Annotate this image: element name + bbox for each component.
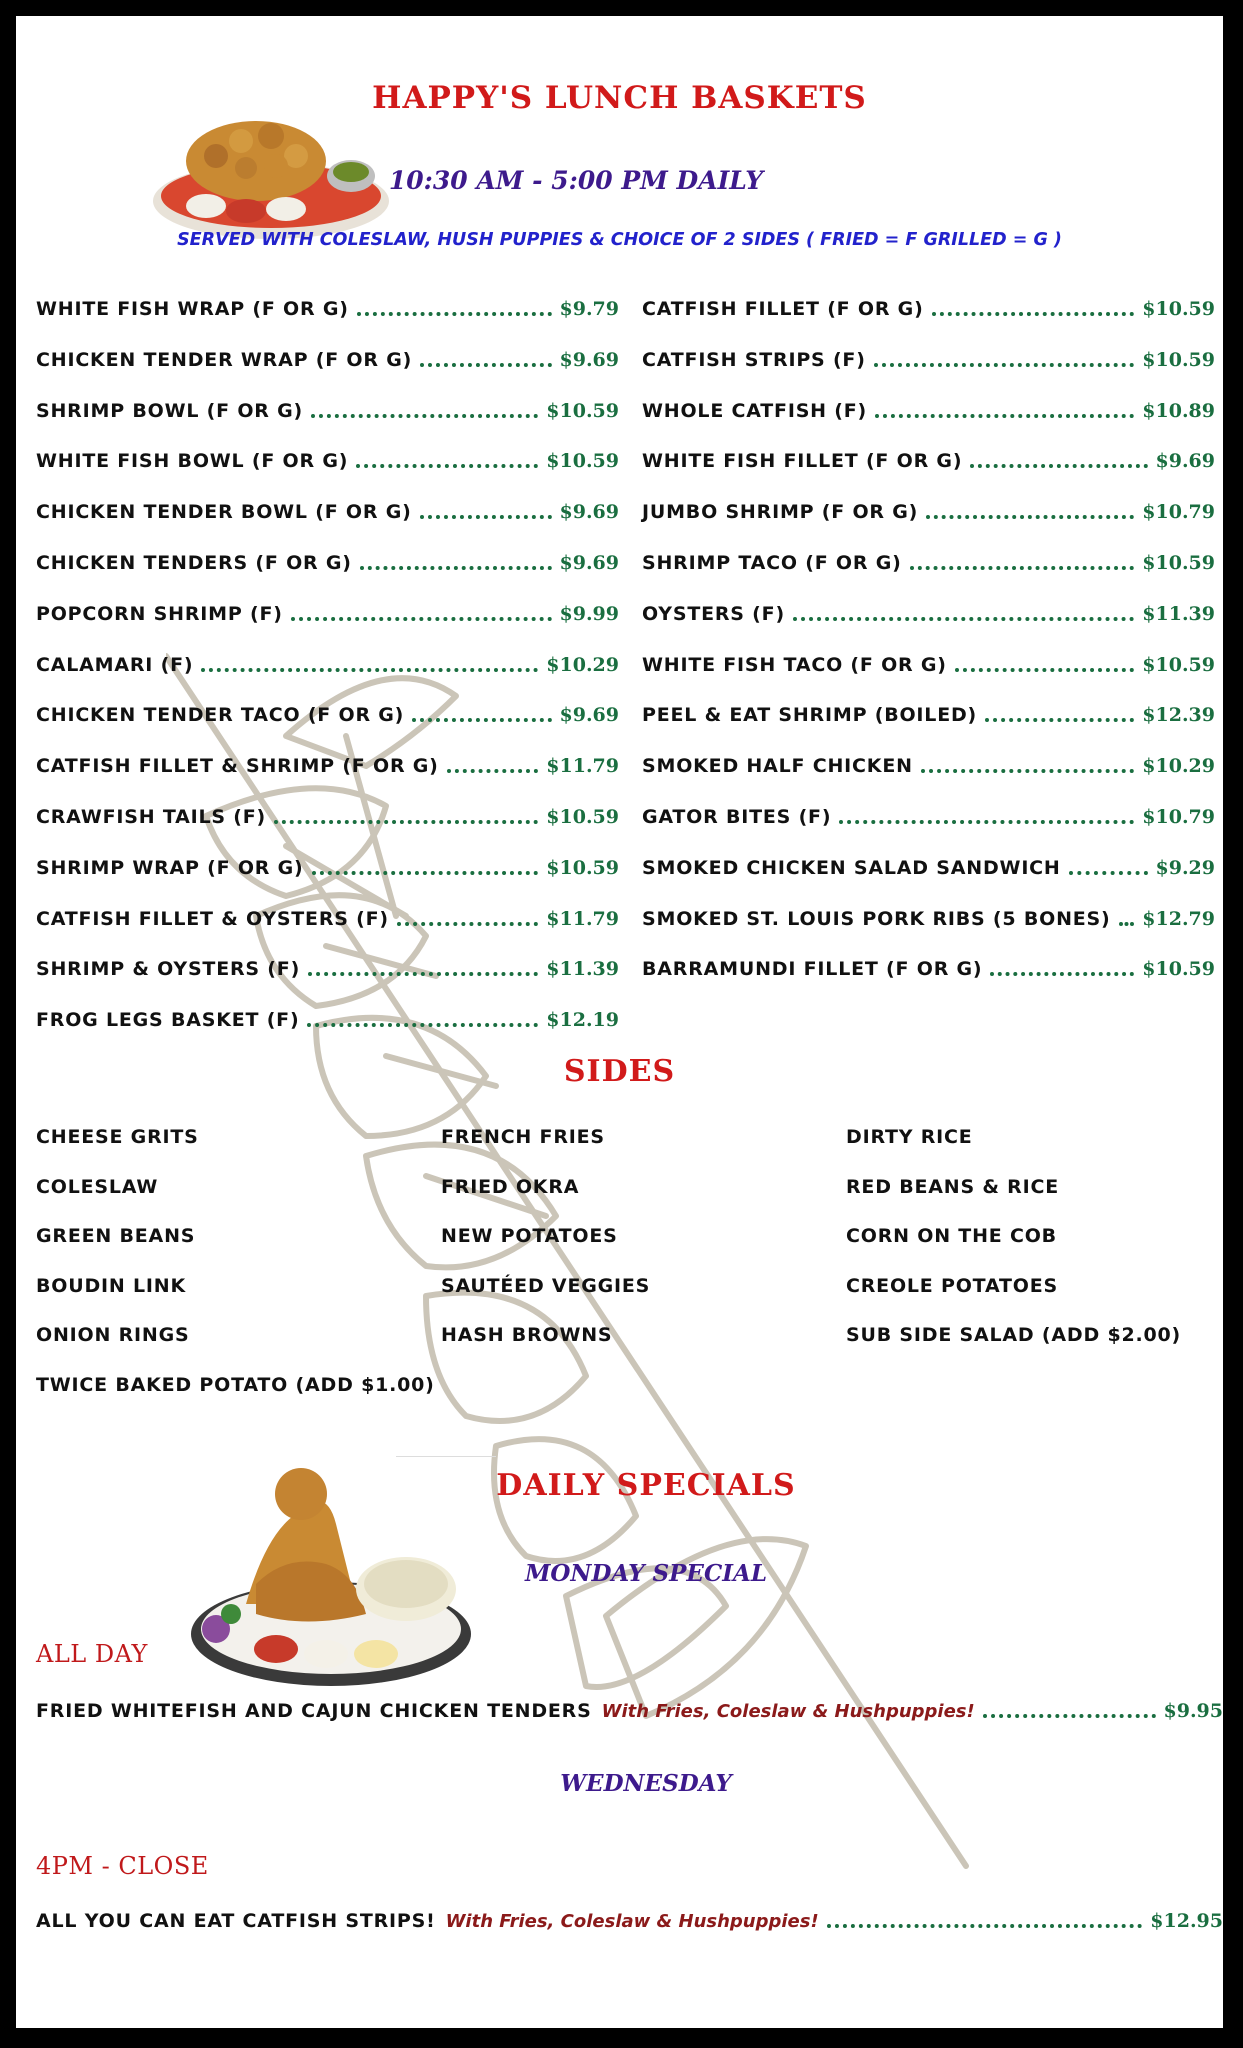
menu-item-price: $10.59	[546, 806, 619, 828]
wednesday-special-item: ALL YOU CAN EAT CATFISH STRIPS!	[36, 1910, 436, 1932]
side-item: CHEESE GRITS	[36, 1126, 199, 1148]
menu-item-name: SMOKED HALF CHICKEN	[642, 755, 913, 778]
menu-item-price: $9.69	[559, 501, 619, 524]
menu-item-row	[642, 650, 1215, 680]
menu-item-price: $12.39	[1142, 704, 1215, 727]
dot-leader	[1069, 871, 1148, 875]
menu-item-name: SHRIMP & OYSTERS (F)	[36, 958, 301, 981]
dot-leader	[983, 1714, 1156, 1718]
menu-item-price: $9.79	[559, 298, 619, 320]
side-item: CREOLE POTATOES	[846, 1274, 1058, 1297]
side-item: ONION RINGS	[36, 1324, 190, 1346]
menu-item-price: $9.69	[559, 704, 619, 727]
dot-leader	[308, 972, 538, 976]
monday-special-price: $9.95	[1163, 1700, 1223, 1722]
menu-item-row	[36, 802, 619, 832]
menu-item-row	[36, 700, 619, 730]
dot-leader	[420, 515, 552, 519]
menu-item-name: CHICKEN TENDER BOWL (F OR G)	[36, 501, 412, 524]
side-item: RED BEANS & RICE	[846, 1175, 1059, 1198]
page-title: HAPPY'S LUNCH BASKETS	[372, 80, 867, 116]
menu-item-price: $10.79	[1142, 501, 1215, 524]
menu-item-name: WHOLE CATFISH (F)	[642, 399, 868, 422]
menu-item-name: CHICKEN TENDERS (F OR G)	[36, 552, 352, 574]
side-item: FRIED OKRA	[441, 1175, 580, 1198]
dot-leader	[970, 464, 1147, 468]
menu-item-row	[36, 446, 619, 476]
side-item: FRENCH FRIES	[441, 1126, 605, 1148]
menu-item-name: FROG LEGS BASKET (F)	[36, 1009, 300, 1032]
menu-item-name: WHITE FISH TACO (F OR G)	[642, 653, 947, 676]
dot-leader	[955, 668, 1134, 672]
menu-item-row	[642, 446, 1215, 476]
dot-leader	[985, 718, 1134, 722]
side-item: TWICE BAKED POTATO (ADD $1.00)	[36, 1373, 435, 1396]
menu-item-row	[36, 954, 619, 984]
side-item: BOUDIN LINK	[36, 1274, 187, 1297]
dot-leader	[274, 820, 538, 824]
dot-leader	[311, 414, 538, 418]
served-with-note: SERVED WITH COLESLAW, HUSH PUPPIES & CHOICE OF 2 SIDES ( FRIED = F GRILLED = G )	[177, 230, 1062, 250]
menu-item-row	[36, 650, 619, 680]
menu-item-row	[642, 497, 1215, 527]
menu-item-row	[36, 1005, 619, 1035]
menu-item-price: $11.79	[546, 907, 619, 930]
dot-leader	[412, 718, 551, 722]
dot-leader	[360, 566, 552, 570]
menu-item-name: SHRIMP WRAP (F OR G)	[36, 856, 304, 879]
side-item: DIRTY RICE	[846, 1126, 973, 1148]
menu-item-name: CHICKEN TENDER TACO (F OR G)	[36, 704, 405, 727]
menu-item-price: $12.79	[1142, 907, 1215, 930]
side-item: COLESLAW	[36, 1175, 159, 1198]
menu-item-name: OYSTERS (F)	[642, 602, 785, 625]
menu-item-row	[36, 599, 619, 629]
monday-special-note: With Fries, Coleslaw & Hushpuppies!	[601, 1700, 975, 1722]
menu-item-name: POPCORN SHRIMP (F)	[36, 602, 283, 625]
menu-item-name: WHITE FISH FILLET (F OR G)	[642, 450, 963, 473]
divider-line	[396, 1456, 496, 1457]
side-item: CORN ON THE COB	[846, 1225, 1057, 1247]
menu-item-name: GATOR BITES (F)	[642, 806, 832, 828]
menu-item-price: $10.59	[1142, 958, 1215, 981]
menu-item-price: $11.39	[546, 958, 619, 981]
menu-item-name: CRAWFISH TAILS (F)	[36, 806, 267, 828]
dot-leader	[793, 617, 1134, 621]
menu-item-price: $9.29	[1155, 856, 1215, 879]
menu-item-name: SHRIMP BOWL (F OR G)	[36, 399, 303, 422]
menu-item-name: SHRIMP TACO (F OR G)	[642, 552, 902, 574]
menu-item-name: CHICKEN TENDER WRAP (F OR G)	[36, 348, 413, 371]
dot-leader	[420, 363, 551, 367]
menu-item-row	[36, 497, 619, 527]
menu-item-row	[642, 802, 1215, 832]
menu-item-name: PEEL & EAT SHRIMP (BOILED)	[642, 704, 978, 727]
dot-leader	[827, 1924, 1143, 1928]
side-item: SAUTÉED VEGGIES	[441, 1274, 651, 1297]
menu-item-name: CATFISH FILLET & SHRIMP (F OR G)	[36, 755, 439, 778]
side-item: SUB SIDE SALAD (ADD $2.00)	[846, 1324, 1182, 1346]
menu-item-row	[642, 853, 1215, 883]
dot-leader	[875, 414, 1134, 418]
daily-specials-heading: DAILY SPECIALS	[496, 1468, 796, 1503]
wednesday-special-price: $12.95	[1150, 1910, 1223, 1932]
menu-item-price: $10.59	[546, 450, 619, 473]
side-item: GREEN BEANS	[36, 1225, 196, 1247]
menu-item-row	[36, 751, 619, 781]
sides-heading: SIDES	[563, 1054, 676, 1089]
menu-item-row	[36, 853, 619, 883]
menu-item-price: $10.59	[1142, 348, 1215, 371]
menu-item-name: WHITE FISH WRAP (F OR G)	[36, 298, 349, 320]
menu-item-name: BARRAMUNDI FILLET (F OR G)	[642, 958, 983, 981]
fried-platter-photo	[186, 1454, 476, 1694]
monday-special-heading: MONDAY SPECIAL	[524, 1560, 768, 1587]
dot-leader	[932, 312, 1135, 316]
menu-item-name: JUMBO SHRIMP (F OR G)	[642, 501, 919, 524]
menu-item-row	[642, 599, 1215, 629]
menu-item-price: $11.79	[546, 755, 619, 778]
menu-item-row	[642, 954, 1215, 984]
menu-item-row	[36, 294, 619, 324]
side-item: HASH BROWNS	[441, 1324, 613, 1346]
menu-item-name: SMOKED ST. LOUIS PORK RIBS (5 BONES)	[642, 907, 1111, 930]
dot-leader	[312, 871, 539, 875]
menu-item-row	[642, 904, 1215, 934]
dot-leader	[201, 668, 538, 672]
menu-item-price: $10.29	[1142, 755, 1215, 778]
dot-leader	[356, 464, 538, 468]
menu-item-price: $10.59	[1142, 653, 1215, 676]
dot-leader	[307, 1023, 538, 1027]
dot-leader	[910, 566, 1135, 570]
dot-leader	[839, 820, 1134, 824]
menu-item-price: $10.29	[546, 653, 619, 676]
menu-item-row	[642, 396, 1215, 426]
dot-leader	[291, 617, 552, 621]
menu-item-row	[642, 751, 1215, 781]
dot-leader	[874, 363, 1135, 367]
menu-page	[16, 16, 1223, 2028]
dot-leader	[990, 972, 1134, 976]
wednesday-special-note: With Fries, Coleslaw & Hushpuppies!	[445, 1910, 819, 1932]
menu-item-price: $10.59	[546, 399, 619, 422]
menu-item-price: $10.59	[1142, 552, 1215, 574]
monday-special-row	[36, 1696, 1223, 1726]
menu-item-row	[36, 345, 619, 375]
menu-item-row	[642, 548, 1215, 578]
menu-item-price: $9.69	[1155, 450, 1215, 473]
dot-leader	[357, 312, 552, 316]
dot-leader	[1119, 922, 1135, 926]
dot-leader	[447, 769, 539, 773]
menu-item-name: CATFISH STRIPS (F)	[642, 348, 866, 371]
wednesday-special-row	[36, 1906, 1223, 1936]
menu-item-name: CATFISH FILLET (F OR G)	[642, 298, 924, 320]
dot-leader	[397, 922, 538, 926]
menu-item-price: $11.39	[1142, 602, 1215, 625]
menu-item-price: $9.99	[559, 602, 619, 625]
menu-item-name: CATFISH FILLET & OYSTERS (F)	[36, 907, 389, 930]
menu-item-price: $10.59	[1142, 298, 1215, 320]
dot-leader	[926, 515, 1134, 519]
menu-item-price: $9.69	[559, 552, 619, 574]
hours-subtitle: 10:30 AM - 5:00 PM DAILY	[388, 166, 764, 195]
monday-special-item: FRIED WHITEFISH AND CAJUN CHICKEN TENDERS	[36, 1700, 592, 1722]
menu-item-row	[642, 294, 1215, 324]
menu-item-row	[36, 904, 619, 934]
menu-item-price: $10.89	[1142, 399, 1215, 422]
menu-item-price: $10.59	[546, 856, 619, 879]
monday-time: ALL DAY	[36, 1640, 148, 1668]
menu-item-price: $10.79	[1142, 806, 1215, 828]
menu-item-price: $12.19	[546, 1009, 619, 1032]
menu-item-name: WHITE FISH BOWL (F OR G)	[36, 450, 349, 473]
dot-leader	[921, 769, 1134, 773]
menu-item-row	[36, 396, 619, 426]
menu-item-name: SMOKED CHICKEN SALAD SANDWICH	[642, 856, 1061, 879]
side-item: NEW POTATOES	[441, 1225, 618, 1247]
menu-item-row	[642, 700, 1215, 730]
menu-item-row	[36, 548, 619, 578]
menu-item-name: CALAMARI (F)	[36, 653, 194, 676]
wednesday-heading: WEDNESDAY	[560, 1770, 732, 1797]
menu-item-row	[642, 345, 1215, 375]
wednesday-time: 4PM - CLOSE	[36, 1852, 209, 1880]
menu-item-price: $9.69	[559, 348, 619, 371]
